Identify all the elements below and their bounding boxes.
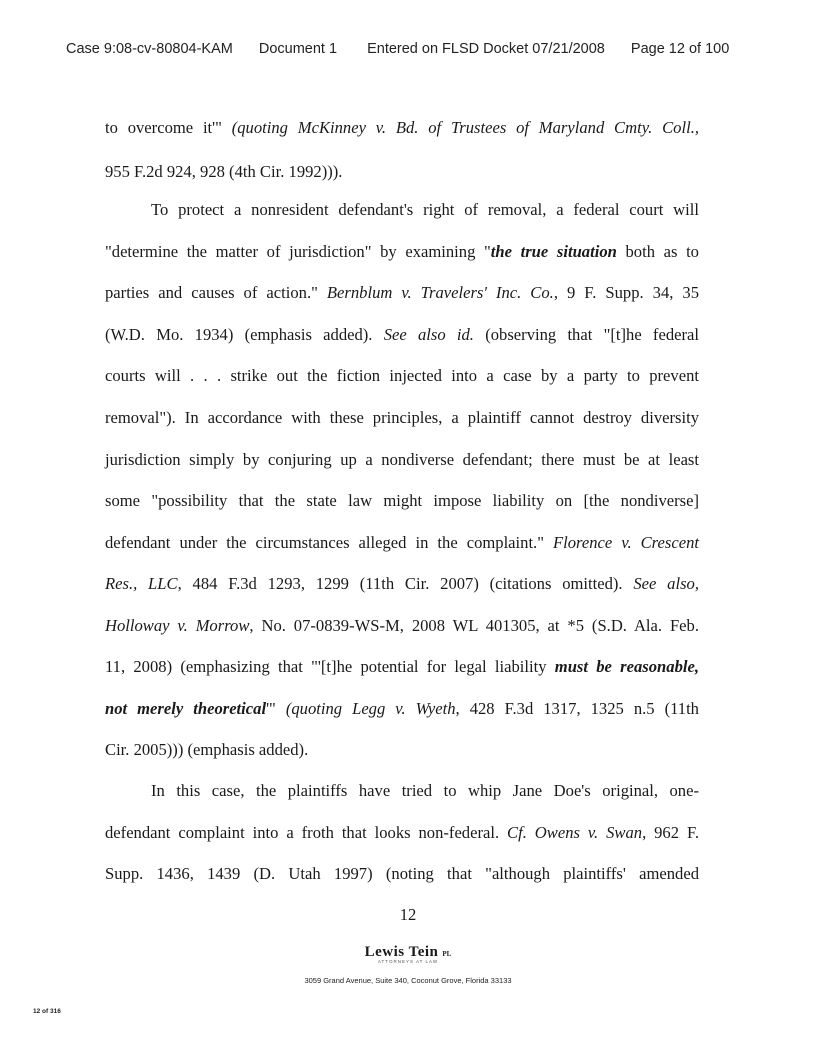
bates-stamp: 12 of 316 xyxy=(33,1008,61,1015)
firm-name: Lewis Tein xyxy=(364,944,439,960)
text-line: (W.D. Mo. 1934) (emphasis added). See also id. (observing that "[t]he federal xyxy=(105,325,699,344)
text-line: Holloway v. Morrow, No. 07-0839-WS-M, 2008 WL 401305, at *5 (S.D. Ala. Feb. xyxy=(105,616,699,635)
case-number: Case 9:08-cv-80804-KAM xyxy=(66,41,233,57)
text-line: removal"). In accordance with these principles, a plaintiff cannot destroy diversity xyxy=(105,408,699,427)
firm-logo xyxy=(0,943,816,964)
text-line: Cir. 2005))) (emphasis added). xyxy=(105,740,309,759)
text-line: Res., LLC, 484 F.3d 1293, 1299 (11th Cir. 2007) (citations omitted). See also, xyxy=(105,574,699,593)
page-of-total: Page 12 of 100 xyxy=(630,41,730,57)
entered-docket: Entered on FLSD Docket 07/21/2008 xyxy=(367,41,605,57)
text-line: 11, 2008) (emphasizing that "'[t]he potential for legal liability must be reasonable, xyxy=(105,657,699,676)
docket-header xyxy=(66,41,729,57)
page-number: 12 xyxy=(399,905,417,924)
text-line: some "possibility that the state law might impose liability on [the nondiverse] xyxy=(105,491,699,510)
text-line: defendant under the circumstances alleged in the complaint." Florence v. Crescent xyxy=(105,533,699,552)
text-line: courts will . . . strike out the fiction injected into a case by a party to prevent xyxy=(105,366,699,385)
firm-subtitle: ATTORNEYS AT LAW xyxy=(377,959,439,964)
text-line: Supp. 1436, 1439 (D. Utah 1997) (noting that "although plaintiffs' amended xyxy=(105,864,699,883)
text-line: not merely theoretical'" (quoting Legg v. Wyeth, 428 F.3d 1317, 1325 n.5 (11th xyxy=(105,699,699,718)
text-line: to overcome it'" (quoting McKinney v. Bd. of Trustees of Maryland Cmty. Coll., xyxy=(105,118,699,137)
document-number: Document 1 xyxy=(258,41,338,57)
text-line: jurisdiction simply by conjuring up a nondiverse defendant; there must be at least xyxy=(105,450,699,469)
firm-suffix: PL xyxy=(442,950,452,958)
text-line: "determine the matter of jurisdiction" by examining "the true situation both as to xyxy=(105,242,699,261)
text-line: To protect a nonresident defendant's right of removal, a federal court will xyxy=(151,200,699,219)
text-line: parties and causes of action." Bernblum v. Travelers' Inc. Co., 9 F. Supp. 34, 35 xyxy=(105,283,700,302)
firm-address: 3059 Grand Avenue, Suite 340, Coconut Grove, Florida 33133 xyxy=(304,976,512,985)
text-line: 955 F.2d 924, 928 (4th Cir. 1992))). xyxy=(105,162,343,181)
text-line: defendant complaint into a froth that looks non-federal. Cf. Owens v. Swan, 962 F. xyxy=(105,823,699,842)
text-line: In this case, the plaintiffs have tried to whip Jane Doe's original, one- xyxy=(151,781,699,800)
